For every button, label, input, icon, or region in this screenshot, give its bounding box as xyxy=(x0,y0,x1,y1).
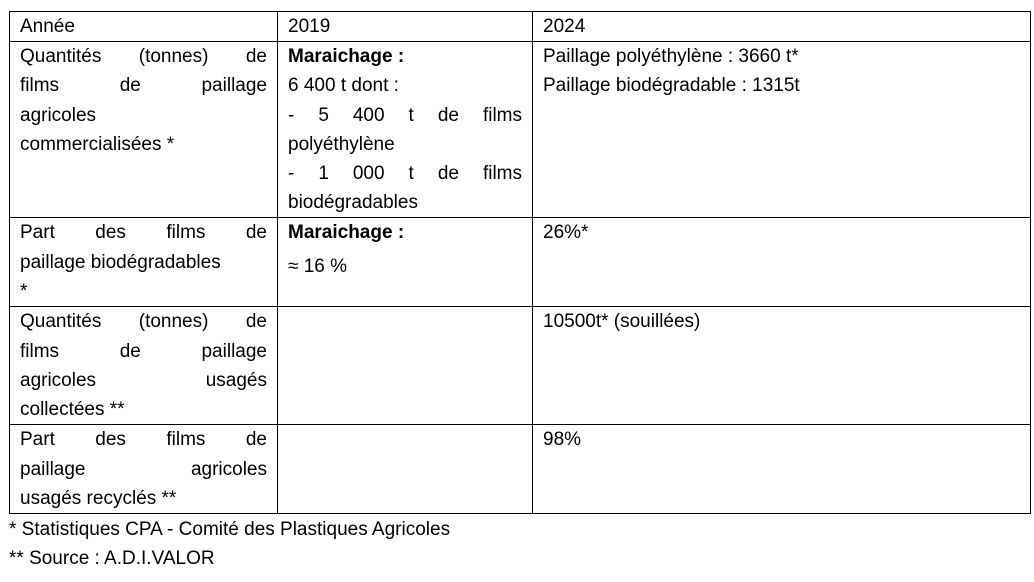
table-row xyxy=(10,307,1031,425)
cell-value: 26%* xyxy=(543,222,589,244)
footnote-cpa: * Statistiques CPA - Comité des Plastiques Agricoles xyxy=(9,519,451,540)
statistics-table xyxy=(9,11,1031,514)
footnotes xyxy=(9,515,1024,573)
cell-value: ≈ 16 % xyxy=(288,255,348,277)
row-label-cell xyxy=(10,218,278,307)
row-label-line: Part des films de xyxy=(20,429,267,451)
cell-2024 xyxy=(533,307,1031,425)
cell-line: - 1 000 t de films xyxy=(288,163,522,185)
cell-2024 xyxy=(533,42,1031,218)
cell-2024 xyxy=(533,425,1031,514)
row-label-line: Quantités (tonnes) de xyxy=(20,311,267,333)
row-label-cell xyxy=(10,307,278,425)
cell-title: Maraichage : xyxy=(288,222,405,244)
row-label-line: agricoles xyxy=(20,104,97,126)
table-row xyxy=(10,42,1031,218)
table-header-row xyxy=(10,12,1031,42)
row-label-line: Part des films de xyxy=(20,222,267,244)
cell-title: Maraichage : xyxy=(288,46,405,68)
header-label-year: Année xyxy=(20,16,75,37)
row-label-line: commercialisées * xyxy=(20,133,175,155)
cell-line: biodégradables xyxy=(288,192,418,214)
header-cell-2024 xyxy=(533,12,1031,42)
footnote-adivalor: ** Source : A.D.I.VALOR xyxy=(9,548,215,570)
row-label-line: paillage biodégradables xyxy=(20,251,221,273)
cell-line: polyéthylène xyxy=(288,133,395,155)
cell-2024 xyxy=(533,218,1031,307)
cell-2019 xyxy=(278,218,533,307)
row-label-cell xyxy=(10,42,278,218)
row-label-line: agricoles usagés xyxy=(20,369,267,391)
row-label-line: paillage agricoles xyxy=(20,458,267,480)
row-label-line: * xyxy=(20,280,28,302)
cell-2019-empty xyxy=(278,307,533,425)
header-label-2024: 2024 xyxy=(543,16,586,37)
table-row xyxy=(10,425,1031,514)
cell-value: 98% xyxy=(543,429,582,451)
cell-2019-empty xyxy=(278,425,533,514)
cell-line: Paillage biodégradable : 1315t xyxy=(543,75,800,97)
row-label-line: Quantités (tonnes) de xyxy=(20,46,267,68)
row-label-line: films de paillage xyxy=(20,340,267,362)
table-row xyxy=(10,218,1031,307)
row-label-line: films de paillage xyxy=(20,75,267,97)
row-label-cell xyxy=(10,425,278,514)
cell-line: - 5 400 t de films xyxy=(288,104,522,126)
header-label-2019: 2019 xyxy=(288,16,331,37)
cell-line: 6 400 t dont : xyxy=(288,75,399,97)
header-cell-year xyxy=(10,12,278,42)
cell-value: 10500t* (souillées) xyxy=(543,311,701,333)
row-label-line: collectées ** xyxy=(20,399,125,421)
cell-line: Paillage polyéthylène : 3660 t* xyxy=(543,46,799,68)
cell-2019 xyxy=(278,42,533,218)
header-cell-2019 xyxy=(278,12,533,42)
row-label-line: usagés recyclés ** xyxy=(20,487,177,509)
